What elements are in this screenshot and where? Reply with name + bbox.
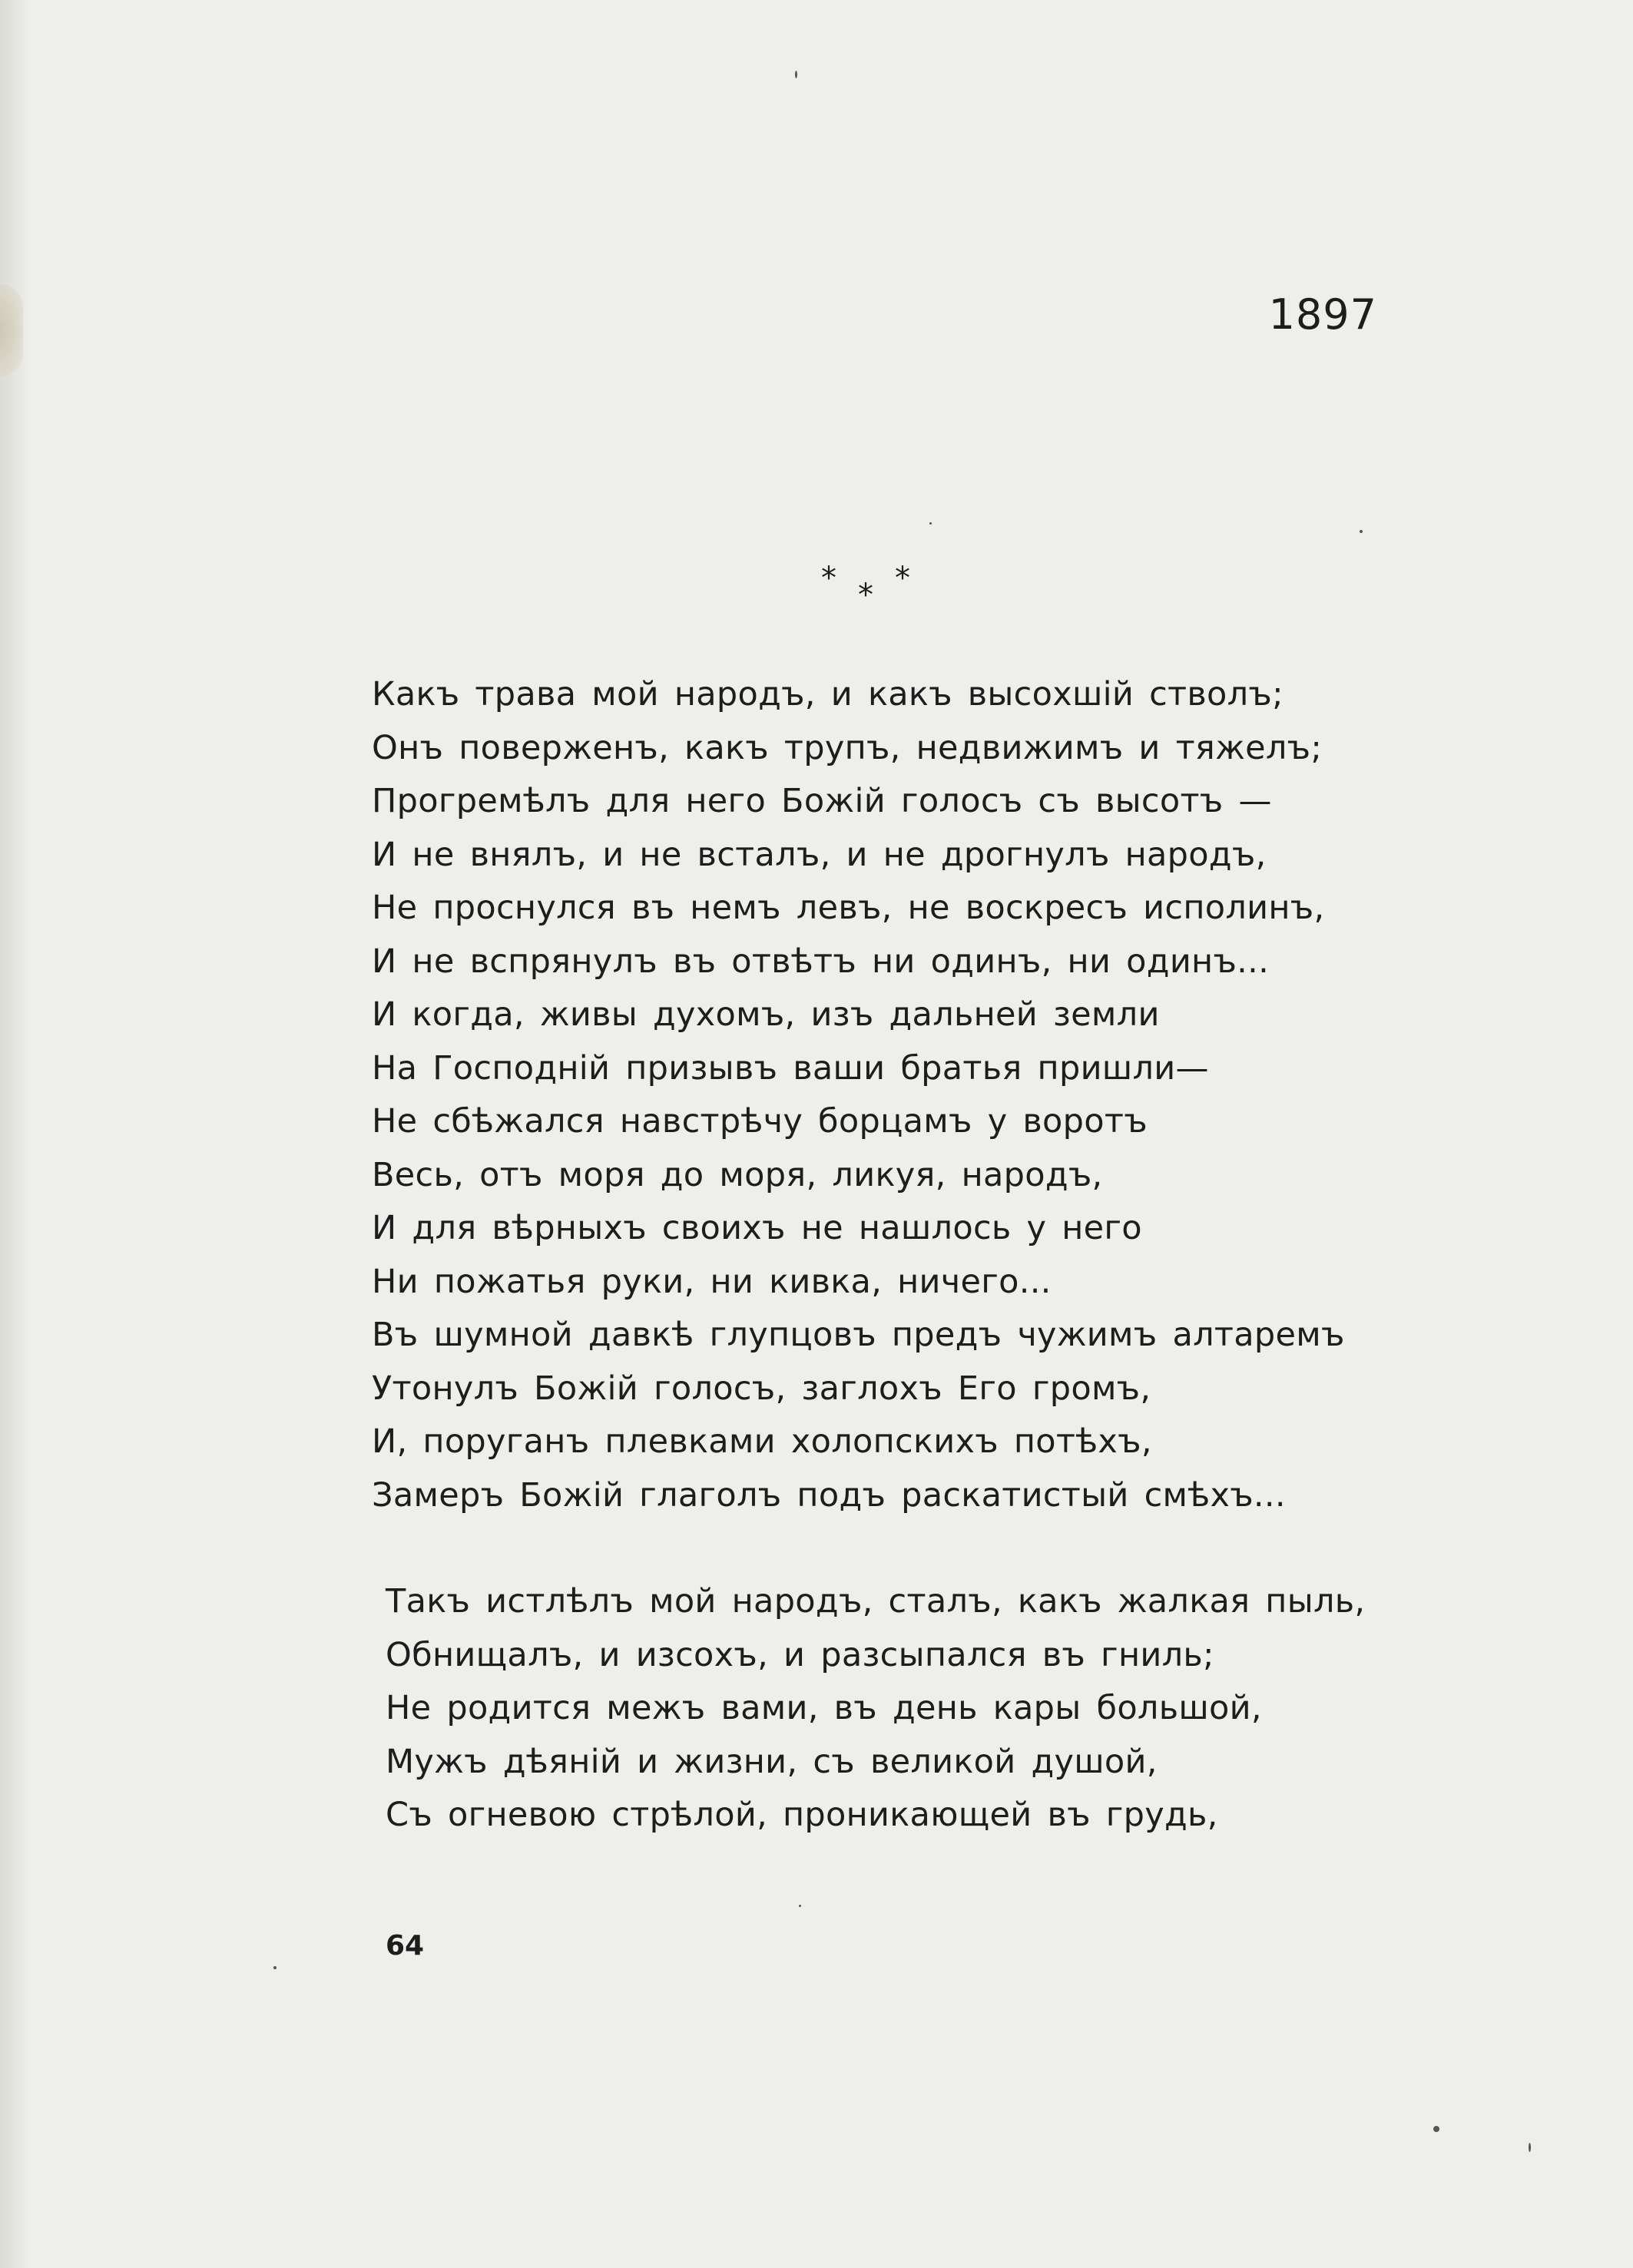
asterisk-glyph: * [821,561,836,596]
stanza [372,668,1462,1522]
poem-line: Мужъ дѣяній и жизни, съ великой душой, [386,1742,1158,1781]
poem-line: Такъ истлѣлъ мой народъ, сталъ, какъ жалкая пыль, [386,1582,1366,1621]
scan-speck [795,71,797,78]
scan-speck [1433,2126,1439,2132]
poem-line: И когда, живы духомъ, изъ дальней земли [372,995,1160,1034]
scan-speck [273,1966,277,1969]
poem-body [372,668,1462,1843]
scan-speck [1529,2143,1531,2152]
asterism-divider [818,563,910,617]
poem-line: Весь, отъ моря до моря, ликуя, народъ, [372,1155,1103,1194]
scan-speck [1360,530,1363,533]
paper-stain [0,284,23,376]
poem-line: Съ огневою стрѣлой, проникающей въ грудь, [386,1796,1218,1834]
poem-line: Прогремѣлъ для него Божій голосъ съ высотъ — [372,782,1272,820]
poem-line: И, поруганъ плевками холопскихъ потѣхъ, [372,1422,1152,1461]
poem-line: Обнищалъ, и изсохъ, и разсыпался въ гниль; [386,1635,1214,1674]
poem-line: Не проснулся въ немъ левъ, не воскресъ исполинъ, [372,889,1325,927]
poem-line: Замеръ Божій глаголъ подъ раскатистый смѣхъ... [372,1475,1286,1515]
poem-line: Какъ трава мой народъ, и какъ высохшій стволъ; [372,675,1284,714]
poem-line: И для вѣрныхъ своихъ не нашлось у него [372,1209,1142,1247]
poem-line: Не родится межъ вами, въ день кары большой, [386,1689,1262,1727]
poem-line: И не вспрянулъ въ отвѣтъ ни одинъ, ни одинъ... [372,942,1270,981]
year-heading: 1897 [1268,290,1377,339]
scan-speck [799,1905,801,1907]
scan-speck [929,522,932,525]
poem-line: Въ шумной давкѣ глупцовъ предъ чужимъ алтаремъ [372,1316,1345,1354]
stanza [372,1575,1462,1843]
poem-line: На Господній призывъ ваши братья пришли— [372,1048,1209,1088]
page-number: 64 [386,1930,425,1962]
poem-line: Ни пожатья руки, ни кивка, ничего... [372,1262,1052,1301]
poem-line: И не внялъ, и не всталъ, и не дрогнулъ народъ, [372,835,1267,874]
poem-line: Онъ поверженъ, какъ трупъ, недвижимъ и тяжелъ; [372,728,1323,767]
poem-line: Утонулъ Божій голосъ, заглохъ Его громъ, [372,1369,1151,1408]
asterisk-glyph: * [858,578,873,613]
asterisk-glyph: * [895,561,910,596]
poem-line: Не сбѣжался навстрѣчу борцамъ у воротъ [372,1102,1148,1141]
